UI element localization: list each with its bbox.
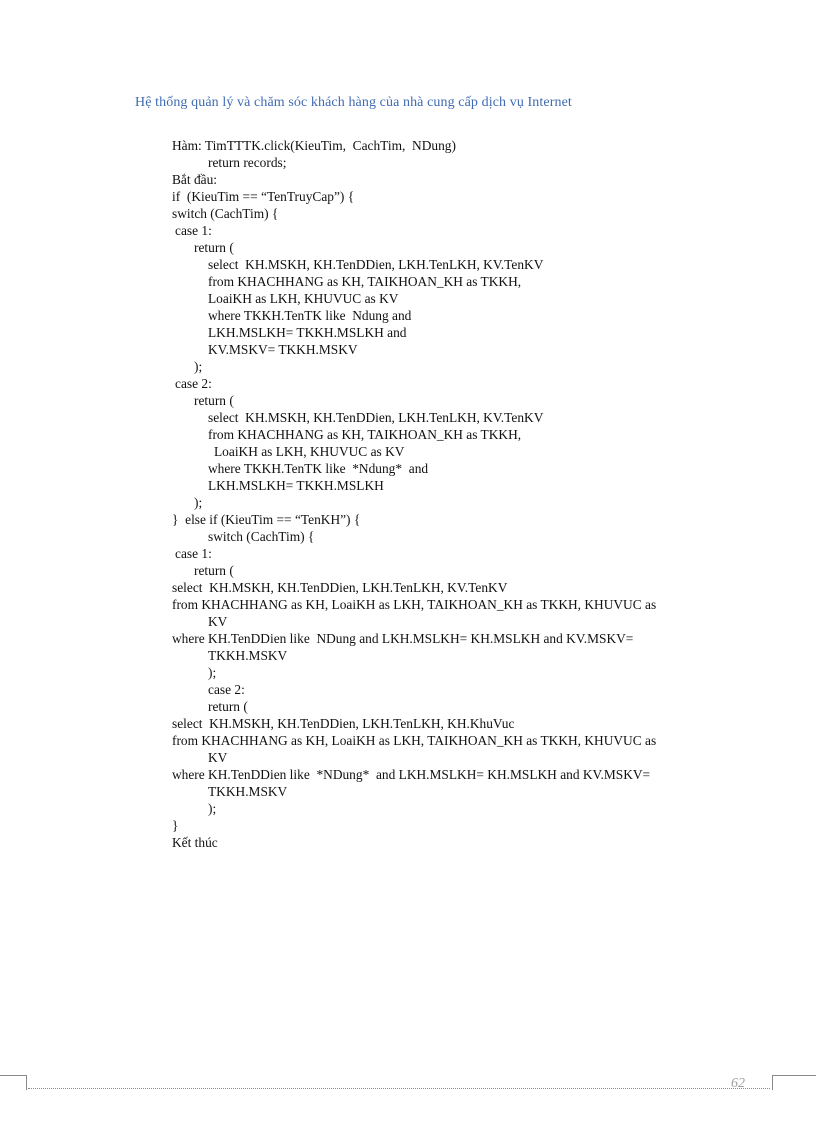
footer-corner-left <box>0 1075 27 1090</box>
code-line: from KHACHHANG as KH, TAIKHOAN_KH as TKKH, <box>208 274 522 289</box>
code-line: Bắt đầu: <box>172 172 217 187</box>
footer-rule <box>28 1088 770 1089</box>
code-line: switch (CachTim) { <box>208 529 315 544</box>
code-line: KV.MSKV= TKKH.MSKV <box>208 342 358 357</box>
code-line: return records; <box>208 155 287 170</box>
code-line: case 1: <box>175 546 212 561</box>
footer-corner-right <box>772 1075 816 1090</box>
code-line: ); <box>208 665 217 680</box>
page-header-title: Hệ thống quản lý và chăm sóc khách hàng của nhà cung cấp dịch vụ Internet <box>135 95 572 110</box>
code-line: return ( <box>194 240 234 255</box>
code-line: ); <box>194 495 203 510</box>
code-line: select KH.MSKH, KH.TenDDien, LKH.TenLKH, KV.TenKV <box>208 257 544 272</box>
code-line: TKKH.MSKV <box>208 784 288 799</box>
code-line: LoaiKH as LKH, KHUVUC as KV <box>208 291 399 306</box>
code-line: return ( <box>208 699 248 714</box>
code-line: } else if (KieuTim == “TenKH”) { <box>172 512 361 527</box>
code-line: where KH.TenDDien like *NDung* and LKH.MSLKH= KH.MSLKH and KV.MSKV= <box>172 767 651 782</box>
code-line: select KH.MSKH, KH.TenDDien, LKH.TenLKH, KV.TenKV <box>172 580 508 595</box>
code-line: where TKKH.TenTK like Ndung and <box>208 308 412 323</box>
code-line: return ( <box>194 563 234 578</box>
code-line: LoaiKH as LKH, KHUVUC as KV <box>214 444 405 459</box>
code-line: case 2: <box>208 682 245 697</box>
code-line: from KHACHHANG as KH, LoaiKH as LKH, TAIKHOAN_KH as TKKH, KHUVUC as <box>172 597 657 612</box>
code-line: select KH.MSKH, KH.TenDDien, LKH.TenLKH, KV.TenKV <box>208 410 544 425</box>
code-line: TKKH.MSKV <box>208 648 288 663</box>
code-line: Kết thúc <box>172 835 218 850</box>
pseudocode-block <box>172 137 732 851</box>
code-line: ); <box>208 801 217 816</box>
code-line: KV <box>208 750 228 765</box>
code-line: } <box>172 818 179 833</box>
code-line: select KH.MSKH, KH.TenDDien, LKH.TenLKH, KH.KhuVuc <box>172 716 515 731</box>
code-line: case 1: <box>175 223 212 238</box>
code-line: case 2: <box>175 376 212 391</box>
code-line: LKH.MSLKH= TKKH.MSLKH and <box>208 325 407 340</box>
code-line: if (KieuTim == “TenTruyCap”) { <box>172 189 355 204</box>
code-line: where KH.TenDDien like NDung and LKH.MSLKH= KH.MSLKH and KV.MSKV= <box>172 631 634 646</box>
code-line: ); <box>194 359 203 374</box>
code-line: from KHACHHANG as KH, TAIKHOAN_KH as TKKH, <box>208 427 522 442</box>
code-line: return ( <box>194 393 234 408</box>
code-line: KV <box>208 614 228 629</box>
code-line: from KHACHHANG as KH, LoaiKH as LKH, TAIKHOAN_KH as TKKH, KHUVUC as <box>172 733 657 748</box>
page-number: 62 <box>731 1076 745 1091</box>
code-line: LKH.MSLKH= TKKH.MSLKH <box>208 478 384 493</box>
code-line: switch (CachTim) { <box>172 206 279 221</box>
code-line: where TKKH.TenTK like *Ndung* and <box>208 461 429 476</box>
code-line: Hàm: TimTTTK.click(KieuTim, CachTim, NDung) <box>172 138 456 153</box>
